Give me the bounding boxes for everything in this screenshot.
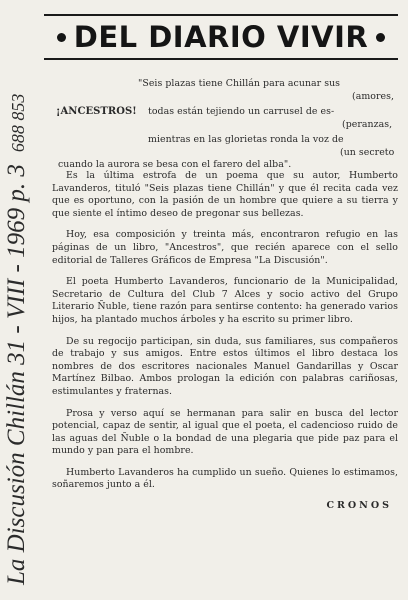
verse-line: mientras en las glorietas ronda la voz de [148, 134, 344, 145]
paragraph: Hoy, esa composición y treinta más, encontraron refugio en las páginas de un libro, "Ancestros", que recién aparece con el sello editorial de Talleres Gráficos de Empresa "La Discusión". [52, 229, 398, 266]
author-signature: CRONOS [326, 500, 392, 512]
poem-excerpt [52, 78, 398, 170]
masthead [44, 14, 398, 60]
verse-line: (peranzas, [342, 119, 393, 130]
dot-left-icon [57, 33, 66, 42]
verse-line: todas están tejiendo un carrusel de es- [148, 106, 335, 117]
handwritten-reference: 688 853 [8, 93, 28, 153]
verse-line: "Seis plazas tiene Chillán para acunar sus [138, 78, 341, 89]
dot-right-icon [376, 33, 385, 42]
article-body [52, 78, 398, 513]
handwritten-source: La Discusión Chillán 31 - VIII - 1969 p. 3 [3, 164, 30, 585]
paragraph: De su regocijo participan, sin duda, sus familiares, sus compañeros de trabajo y sus amigos. Entre estos últimos el libro destaca los nombres de dos escritores nacionales Manuel Gandarillas y Oscar Martínez Bilbao. Ambos prologan la edición con palabras cariñosas, estimulantes y fraternas. [52, 335, 398, 397]
paragraph: Es la última estrofa de un poema que su autor, Humberto Lavanderos, tituló "Seis plazas tiene Chillán" y que él recita cada vez que es oportuno, con la pasión de un hombre que quiere a su tierra y que siente el íntimo deseo de pregonar sus bellezas. [52, 170, 398, 219]
verse-line: (un secreto [340, 147, 395, 158]
paragraph: Humberto Lavanderos ha cumplido un sueño. Quienes lo estimamos, soñaremos junto a él. [52, 466, 398, 491]
paragraph: El poeta Humberto Lavanderos, funcionario de la Municipalidad, Secretario de Cultura del Club 7 Alces y socio activo del Grupo Literario Ñuble, tiene razón para sentirse contento: ha generado varios hijos, ha plantado muchos árboles y ha escrito su primer libro. [52, 276, 398, 325]
verse-line: cuando la aurora se besa con el farero del alba". [58, 159, 292, 170]
verse-line: (amores, [352, 91, 395, 102]
handwritten-annotation [0, 25, 34, 585]
article-kicker: ¡ANCESTROS! [56, 106, 137, 117]
paragraph: Prosa y verso aquí se hermanan para salir en busca del lector potencial, capaz de sentir, al igual que el poeta, el cadencioso ruido de las aguas del Ñuble o la bondad de una plegaria que pide paz para el mundo y pan para el hombre. [52, 407, 398, 457]
column-title: DEL DIARIO VIVIR [73, 20, 369, 54]
